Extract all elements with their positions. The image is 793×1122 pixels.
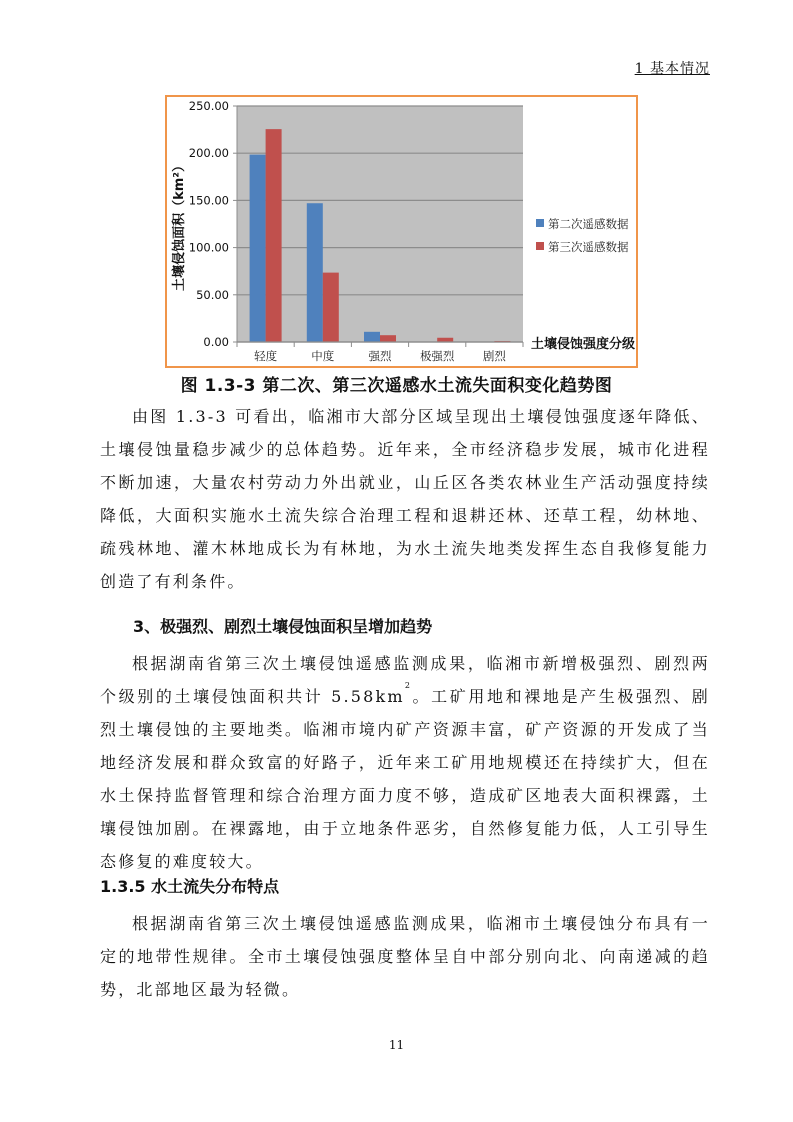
y-tick-label: 100.00 — [188, 240, 229, 255]
section-heading-1-3-5: 1.3.5 水土流失分布特点 — [100, 877, 280, 896]
bar-third-survey — [437, 338, 453, 342]
y-tick-label: 250.00 — [188, 99, 229, 113]
x-tick-label: 轻度 — [254, 349, 278, 363]
paragraph-3-text: 根据湖南省第三次土壤侵蚀遥感监测成果，临湘市土壤侵蚀分布具有一定的地带性规律。全市土壤侵蚀强度整体呈自中部分别向北、向南递减的趋势，北部地区最为轻微。 — [100, 914, 710, 999]
paragraph-1-text: 由图 1.3-3 可看出，临湘市大部分区域呈现出土壤侵蚀强度逐年降低、土壤侵蚀量稳步减少的总体趋势。近年来，全市经济稳步发展，城市化进程不断加速，大量农村劳动力外出就业，山丘区各类农林业生产活动强度持续降低，大面积实施水土流失综合治理工程和退耕还林、还草工程，幼林地、疏残林地、灌木林地成长为有林地，为水土流失地类发挥生态自我修复能力创造了有利条件。 — [100, 407, 710, 591]
paragraph-1 — [100, 400, 710, 598]
paragraph-2-text-b: 。工矿用地和裸地是产生极强烈、剧烈土壤侵蚀的主要地类。临湘市境内矿产资源丰富，矿产资源的开发成了当地经济发展和群众致富的好路子，近年来工矿用地规模还在持续扩大，但在水土保持监督管理和综合治理方面力度不够，造成矿区地表大面积裸露，土壤侵蚀加剧。在裸露地，由于立地条件恶劣，自然修复能力低，人工引导生态修复的难度较大。 — [100, 687, 710, 871]
y-tick-label: 150.00 — [188, 193, 229, 208]
legend-label: 第三次遥感数据 — [548, 240, 629, 254]
bar-second-survey — [307, 203, 323, 342]
x-axis-label: 土壤侵蚀强度分级 — [531, 337, 636, 352]
running-header: 1 基本情况 — [634, 61, 710, 77]
legend-label: 第二次遥感数据 — [548, 217, 629, 231]
section-heading-3: 3、极强烈、剧烈土壤侵蚀面积呈增加趋势 — [133, 617, 433, 636]
legend-swatch — [536, 242, 544, 250]
x-tick-label: 剧烈 — [482, 349, 506, 363]
bar-second-survey — [250, 155, 266, 342]
paragraph-2-text — [100, 647, 710, 878]
bar-third-survey — [266, 129, 282, 342]
bar-third-survey — [323, 273, 339, 342]
y-tick-label: 0.00 — [203, 335, 229, 349]
y-tick-label: 50.00 — [196, 287, 229, 302]
y-axis-label: 土壤侵蚀面积（km²） — [172, 159, 187, 291]
bar-chart — [167, 97, 638, 368]
y-tick-label: 200.00 — [188, 146, 229, 161]
paragraph-3 — [100, 907, 710, 1006]
superscript-2: 2 — [404, 681, 413, 690]
bar-second-survey — [364, 332, 380, 342]
figure-caption: 图 1.3-3 第二次、第三次遥感水土流失面积变化趋势图 — [180, 376, 613, 396]
paragraph-2 — [100, 647, 710, 878]
paragraph-2-text-a: 根据湖南省第三次土壤侵蚀遥感监测成果，临湘市新增极强烈、剧烈两个级别的土壤侵蚀面积共计 5.58km — [100, 654, 710, 706]
chart-frame — [165, 95, 638, 368]
legend-swatch — [536, 219, 544, 227]
page-number: 11 — [388, 1038, 405, 1052]
x-tick-label: 中度 — [311, 349, 335, 363]
x-tick-label: 强烈 — [368, 349, 392, 363]
x-tick-label: 极强烈 — [419, 349, 455, 363]
bar-third-survey — [380, 335, 396, 342]
